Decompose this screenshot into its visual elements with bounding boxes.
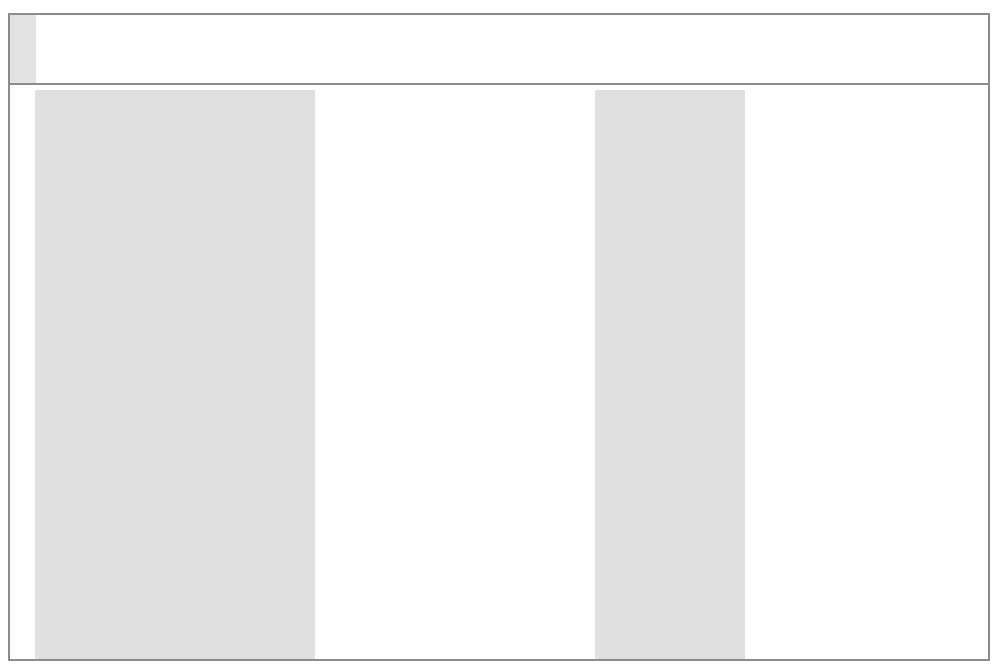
soissons-column-background: [35, 90, 315, 659]
marnef-column-background: [595, 90, 745, 659]
header-gutter-cell: [10, 15, 36, 83]
comparison-table-body: [8, 85, 990, 661]
table-header: [8, 13, 990, 85]
